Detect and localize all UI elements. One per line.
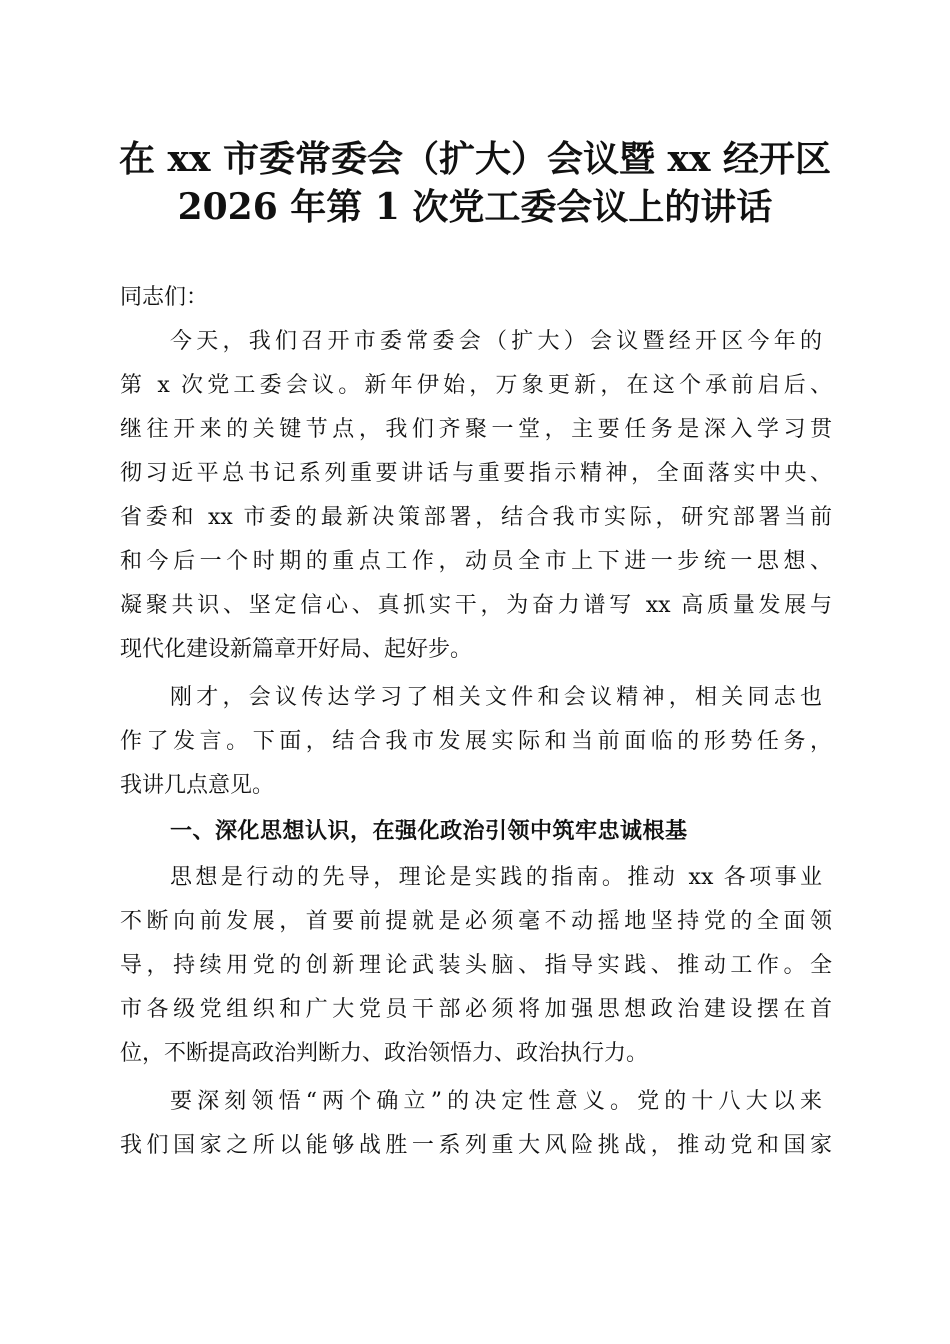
- paragraph-2-line-2: 作了发言。下面，结合我市发展实际和当前面临的形势任务，: [120, 729, 832, 754]
- paragraph-3-line-3: 导，持续用党的创新理论武装头脑、指导实践、推动工作。全: [120, 953, 832, 978]
- paragraph-2-line-3: 我讲几点意见。: [120, 773, 275, 798]
- paragraph-3-line-2: 不断向前发展，首要前提就是必须毫不动摇地坚持党的全面领: [120, 909, 832, 934]
- paragraph-4-line-1: 要深刻领悟“两个确立”的决定性意义。党的十八大以来: [170, 1089, 822, 1114]
- salutation: 同志们：: [120, 285, 209, 310]
- paragraph-1-line-5: 省委和 xx 市委的最新决策部署，结合我市实际，研究部署当前: [120, 505, 832, 530]
- paragraph-4-line-2: 我们国家之所以能够战胜一系列重大风险挑战，推动党和国家: [120, 1133, 832, 1158]
- paragraph-1-line-4: 彻习近平总书记系列重要讲话与重要指示精神，全面落实中央、: [120, 461, 832, 486]
- document-title-line-1: 在 xx 市委常委会（扩大）会议暨 xx 经开区: [119, 138, 831, 180]
- section-heading-1: 一、深化思想认识，在强化政治引领中筑牢忠诚根基: [170, 819, 688, 844]
- paragraph-1-line-1: 今天，我们召开市委常委会（扩大）会议暨经开区今年的: [170, 329, 822, 354]
- paragraph-3-line-4: 市各级党组织和广大党员干部必须将加强思想政治建设摆在首: [120, 997, 832, 1022]
- paragraph-3-line-1: 思想是行动的先导，理论是实践的指南。推动 xx 各项事业: [170, 865, 822, 890]
- paragraph-2-line-1: 刚才，会议传达学习了相关文件和会议精神，相关同志也: [170, 685, 822, 710]
- paragraph-1-line-6: 和今后一个时期的重点工作，动员全市上下进一步统一思想、: [120, 549, 832, 574]
- paragraph-3-line-5: 位，不断提高政治判断力、政治领悟力、政治执行力。: [120, 1041, 649, 1066]
- paragraph-1-line-3: 继往开来的关键节点，我们齐聚一堂，主要任务是深入学习贯: [120, 417, 832, 442]
- paragraph-1-line-7: 凝聚共识、坚定信心、真抓实干，为奋力谱写 xx 高质量发展与: [120, 593, 832, 618]
- paragraph-1-line-2: 第 x 次党工委会议。新年伊始，万象更新，在这个承前启后、: [120, 373, 832, 398]
- document-title-line-2: 2026 年第 1 次党工委会议上的讲话: [177, 186, 773, 228]
- paragraph-1-line-8: 现代化建设新篇章开好局、起好步。: [120, 637, 473, 662]
